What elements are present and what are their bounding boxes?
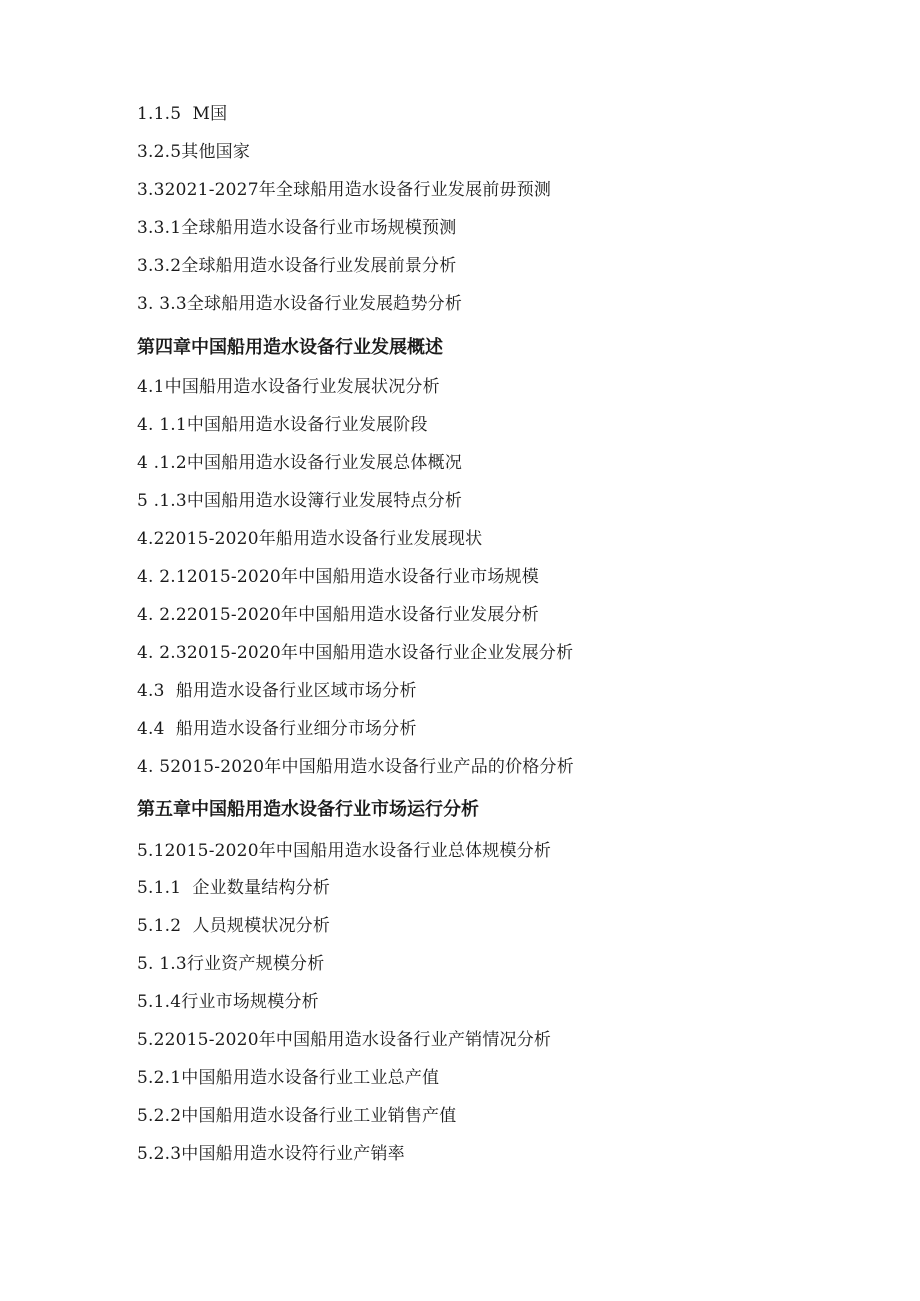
toc-line: 5.1.1 企业数量结构分析 bbox=[137, 878, 331, 898]
toc-line: 5 .1.3中国船用造水设簿行业发展特点分析 bbox=[137, 491, 463, 511]
toc-line: 3.3.1全球船用造水设备行业市场规模预测 bbox=[137, 218, 457, 238]
chapter-heading: 第四章中国船用造水设备行业发展概述 bbox=[137, 337, 443, 358]
toc-line: 4. 2.22015-2020年中国船用造水设备行业发展分析 bbox=[137, 605, 539, 625]
toc-line: 5.22015-2020年中国船用造水设备行业产销情况分析 bbox=[137, 1030, 552, 1050]
toc-line: 4 .1.2中国船用造水设备行业发展总体概况 bbox=[137, 453, 463, 473]
toc-line: 5.2.1中国船用造水设备行业工业总产值 bbox=[137, 1068, 440, 1088]
toc-line: 5.1.2 人员规模状况分析 bbox=[137, 916, 331, 936]
chapter-heading: 第五章中国船用造水设备行业市场运行分析 bbox=[137, 799, 479, 820]
toc-line: 4. 1.1中国船用造水设备行业发展阶段 bbox=[137, 415, 428, 435]
toc-line: 4.1中国船用造水设备行业发展状况分析 bbox=[137, 377, 440, 397]
toc-line: 5.2.3中国船用造水设符行业产销率 bbox=[137, 1144, 405, 1164]
toc-line: 4. 2.12015-2020年中国船用造水设备行业市场规模 bbox=[137, 567, 539, 587]
toc-line: 3. 3.3全球船用造水设备行业发展趋势分析 bbox=[137, 294, 463, 314]
toc-line: 5.1.4行业市场规模分析 bbox=[137, 992, 319, 1012]
toc-line: 3.3.2全球船用造水设备行业发展前景分析 bbox=[137, 256, 457, 276]
toc-line: 4.22015-2020年船用造水设备行业发展现状 bbox=[137, 529, 483, 549]
toc-line: 5. 1.3行业资产规模分析 bbox=[137, 954, 325, 974]
toc-line: 3.32021-2027年全球船用造水设备行业发展前毋预测 bbox=[137, 180, 552, 200]
toc-line: 5.2.2中国船用造水设备行业工业销售产值 bbox=[137, 1106, 457, 1126]
toc-line: 4.3 船用造水设备行业区域市场分析 bbox=[137, 681, 417, 701]
toc-line: 5.12015-2020年中国船用造水设备行业总体规模分析 bbox=[137, 841, 552, 861]
toc-line: 1.1.5 M国 bbox=[137, 104, 228, 124]
toc-line: 4.4 船用造水设备行业细分市场分析 bbox=[137, 719, 417, 739]
toc-line: 4. 52015-2020年中国船用造水设备行业产品的价格分析 bbox=[137, 757, 574, 777]
toc-line: 3.2.5其他国家 bbox=[137, 142, 251, 162]
toc-line: 4. 2.32015-2020年中国船用造水设备行业企业发展分析 bbox=[137, 643, 574, 663]
